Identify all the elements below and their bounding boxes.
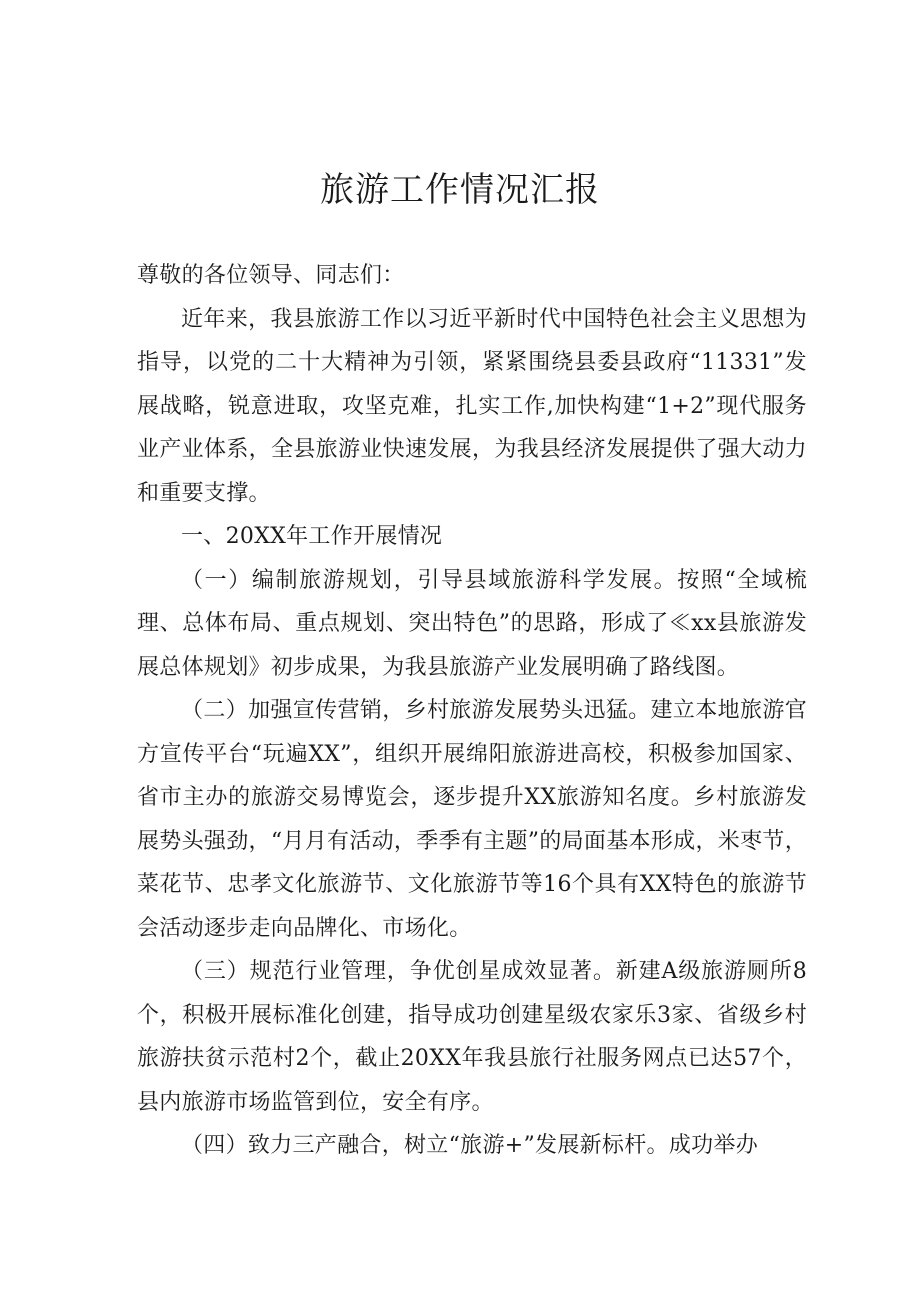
paragraph-item-3: （三）规范行业管理，争优创星成效显著。新建A级旅游厕所8个，积极开展标准化创建，指导成功创建星级农家乐3家、省级乡村旅游扶贫示范村2个，截止20XX年我县旅行社服务网点已达57个，县内旅游市场监管到位，安全有序。 (137, 959, 807, 1115)
paragraph-item-1: （一）编制旅游规划，引导县域旅游科学发展。按照“全域梳理、总体布局、重点规划、突出特色”的思路，形成了≪xx县旅游发展总体规划》初步成果，为我县旅游产业发展明确了路线图。 (137, 567, 807, 680)
paragraph-item-4: （四）致力三产融合，树立“旅游+”发展新标杆。成功举办 (181, 1133, 759, 1158)
document-title: 旅游工作情况汇报 (320, 170, 600, 210)
paragraph-item-2: （二）加强宣传营销，乡村旅游发展势头迅猛。建立本地旅游官方宣传平台“玩遍XX”，组织开展绵阳旅游进高校，积极参加国家、省市主办的旅游交易博览会，逐步提升XX旅游知名度。乡村旅游发展势头强劲，“月月有活动，季季有主题”的局面基本形成，米枣节，菜花节、忠孝文化旅游节、文化旅游节等16个具有XX特色的旅游节会活动逐步走向品牌化、市场化。 (137, 698, 807, 941)
section-heading: 一、20XX年工作开展情况 (181, 524, 443, 549)
paragraph-intro: 近年来，我县旅游工作以习近平新时代中国特色社会主义思想为指导，以党的二十大精神为引领，紧紧围绕县委县政府“11331”发展战略，锐意进取，攻坚克难，扎实工作,加快构建“1+2”现代服务业产业体系，全县旅游业快速发展，为我县经济发展提供了强大动力和重要支撑。 (137, 306, 807, 506)
salutation: 尊敬的各位领导、同志们： (137, 263, 405, 288)
document-body (137, 254, 807, 1168)
